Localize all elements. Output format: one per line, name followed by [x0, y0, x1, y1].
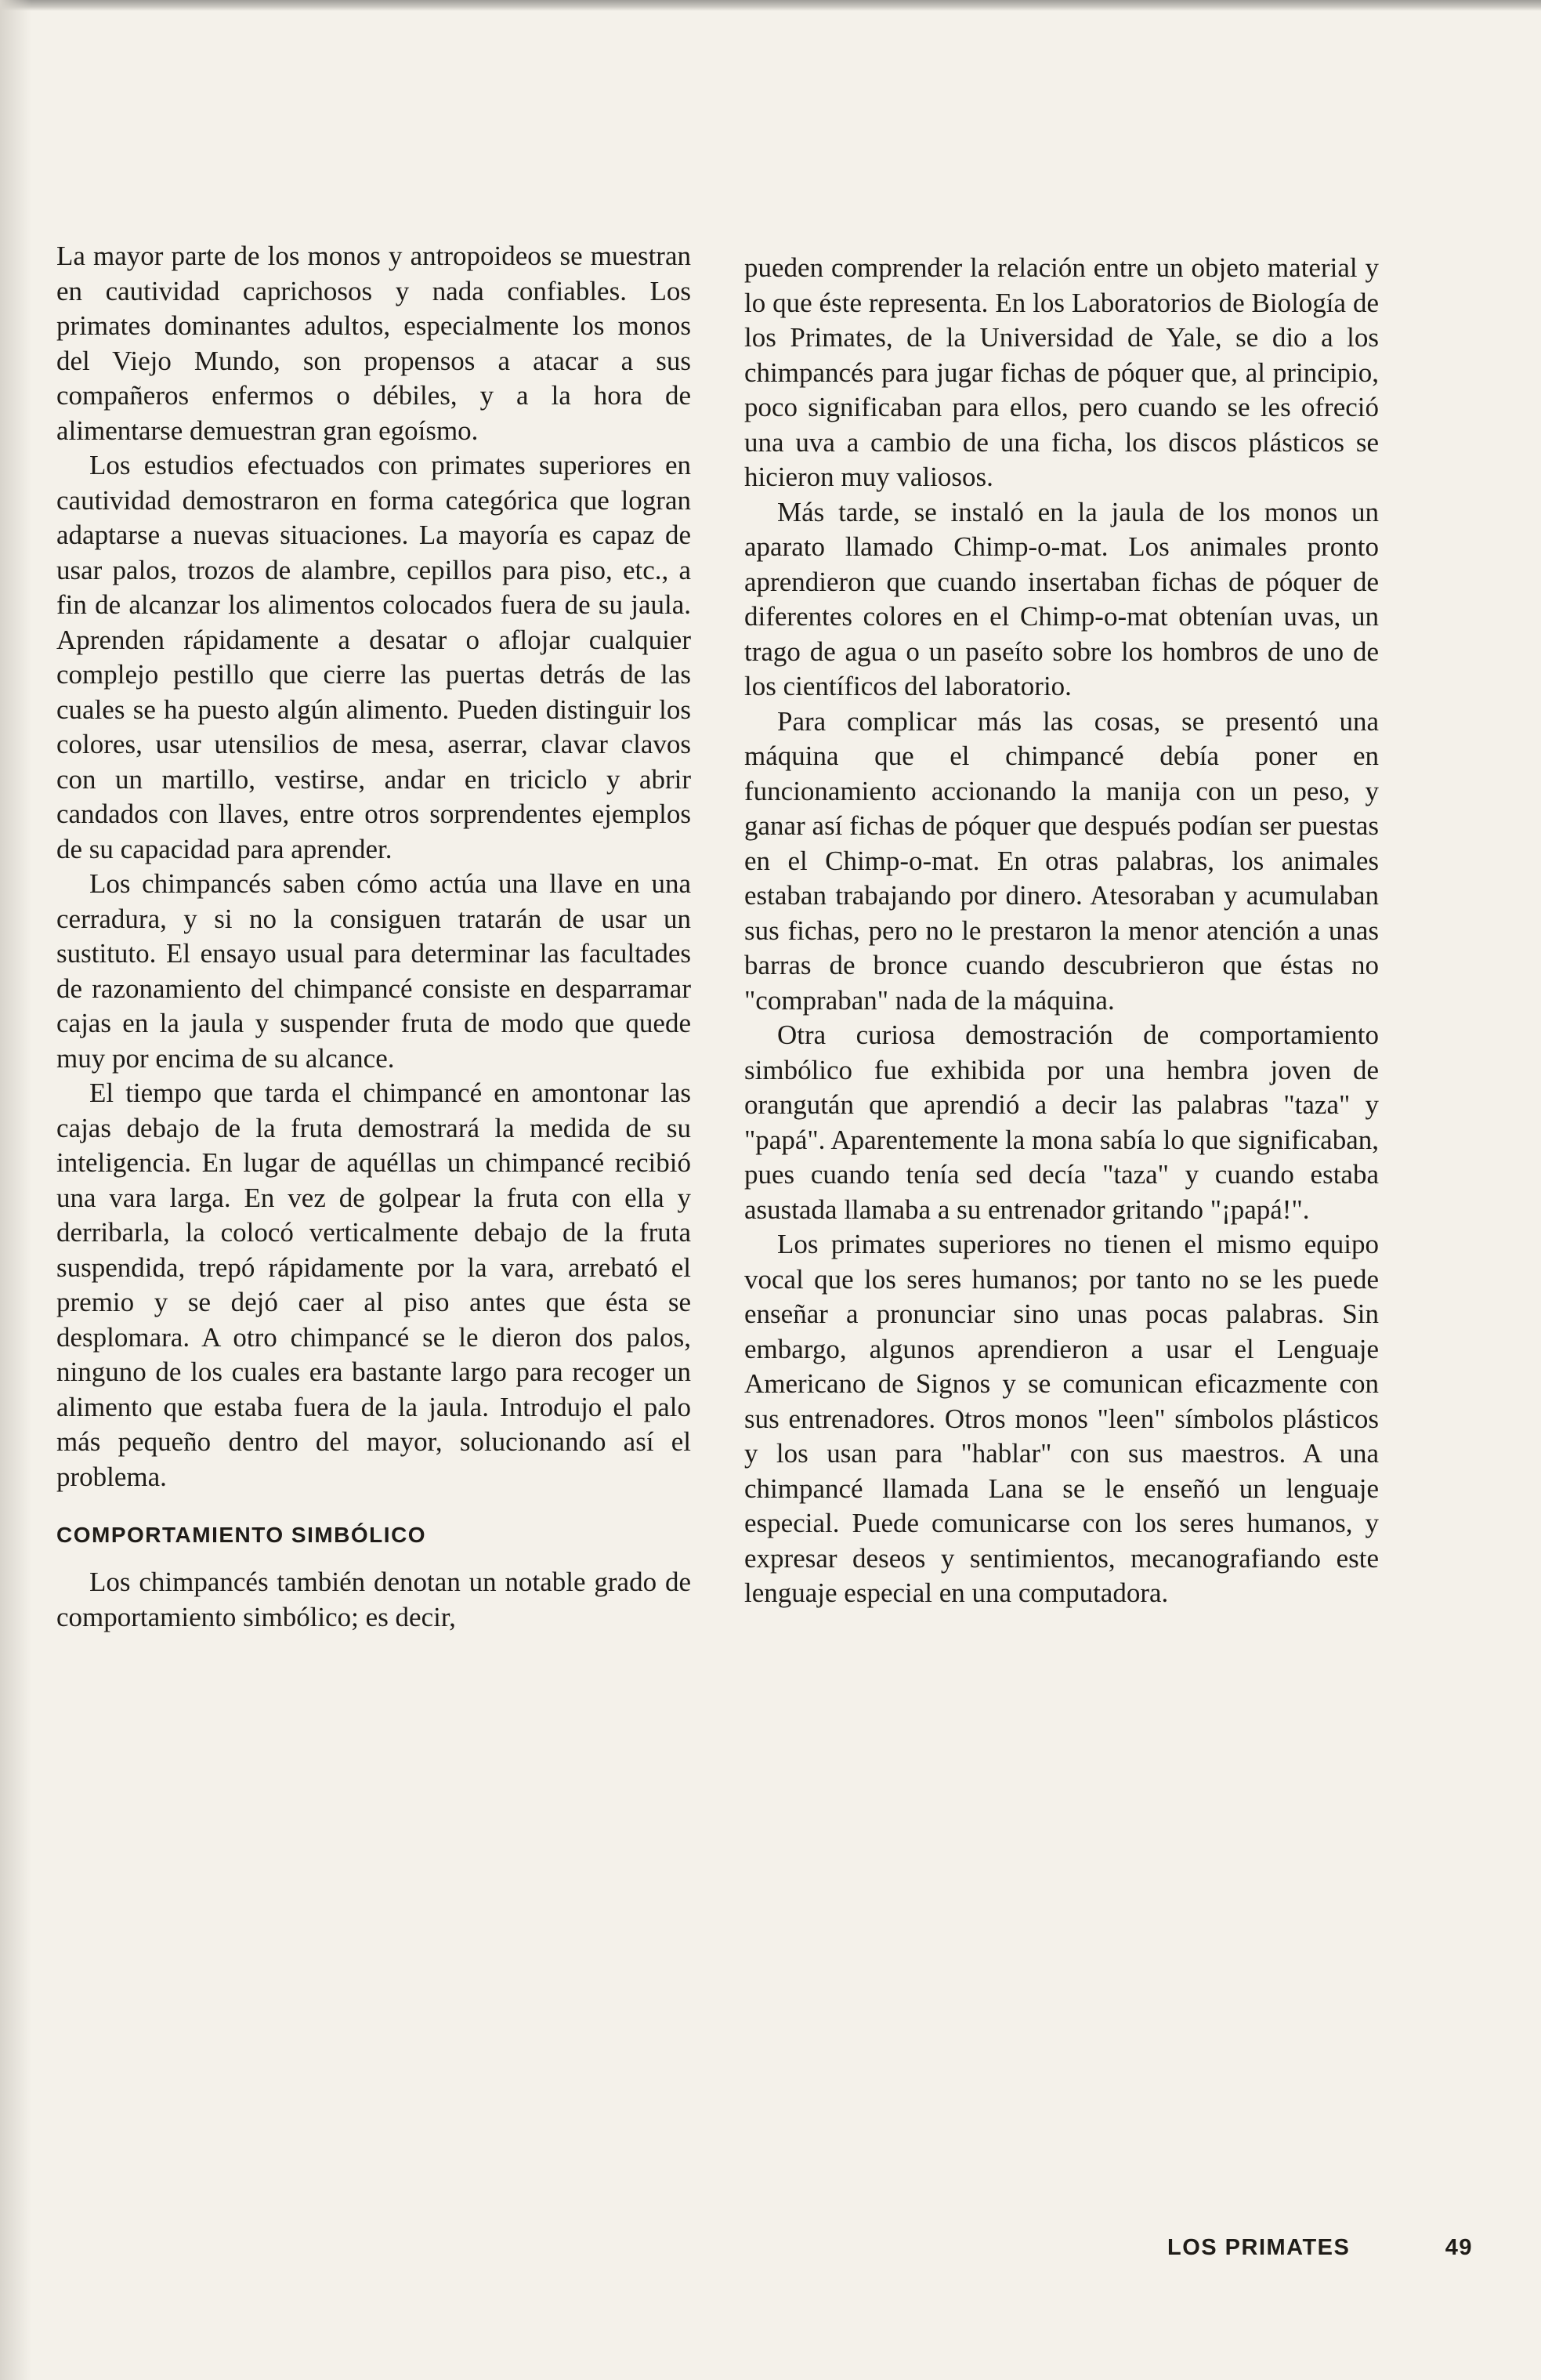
- running-title: LOS PRIMATES: [1167, 2235, 1351, 2260]
- section-heading: COMPORTAMIENTO SIMBÓLICO: [56, 1523, 427, 1547]
- left-paragraph-1: La mayor parte de los monos y antropoideos se muestran en cautividad caprichosos y nada confiables. Los primates dominantes adultos, especialmente los monos del Viejo Mundo, son propensos a atacar a sus compañeros enfermos o débiles, y a la hora de alimentarse demuestran gran egoísmo.: [56, 241, 691, 446]
- left-paragraph-3: Los chimpancés saben cómo actúa una llave en una cerradura, y si no la consiguen tratarán de usar un sustituto. El ensayo usual para determinar las facultades de razonamiento del chimpancé consiste en desparramar cajas en la jaula y suspender fruta de modo que quede muy por encima de su alcance.: [56, 868, 691, 1074]
- left-column: [56, 239, 691, 1635]
- right-paragraph-1: Más tarde, se instaló en la jaula de los monos un aparato llamado Chimp-o-mat. Los animales pronto aprendieron que cuando insertaban fichas de póquer de diferentes colores en el Chimp-o-mat obtenían uvas, un trago de agua o un paseíto sobre los hombros de uno de los científicos del laboratorio.: [744, 496, 1379, 701]
- right-paragraph-4: Los primates superiores no tienen el mismo equipo vocal que los seres humanos; por tanto no se les puede enseñar a pronunciar sino unas pocas palabras. Sin embargo, algunos aprendieron a usar el Lenguaje Americano de Signos y se comunican eficazmente con sus entrenadores. Otros monos "leen" símbolos plásticos y los usan para "hablar" con sus maestros. A una chimpancé llamada Lana se le enseñó un lenguaje especial. Puede comunicarse con los seres humanos, y expresar deseos y sentimientos, mecanografiando este lenguaje especial en una computadora.: [744, 1229, 1379, 1608]
- right-paragraph-3: Otra curiosa demostración de comportamiento simbólico fue exhibida por una hembra joven de orangután que aprendió a decir las palabras "taza" y "papá". Aparentemente la mona sabía lo que significaban, pues cuando tenía sed decía "taza" y cuando estaba asustada llamaba a su entrenador gritando "¡papá!".: [744, 1020, 1379, 1225]
- left-paragraph-4: El tiempo que tarda el chimpancé en amontonar las cajas debajo de la fruta demostrará la medida de su inteligencia. En lugar de aquéllas un chimpancé recibió una vara larga. En vez de golpear la fruta con ella y derribarla, la colocó verticalmente debajo de la fruta suspendida, trepó rápidamente por la vara, arrebató el premio y se dejó caer al piso antes que ésta se desplomara. A otro chimpancé se le dieron dos palos, ninguno de los cuales era bastante largo para recoger un alimento que estaba fuera de la jaula. Introdujo el palo más pequeño dentro del mayor, solucionando así el problema.: [56, 1078, 691, 1492]
- right-paragraph-2: Para complicar más las cosas, se presentó una máquina que el chimpancé debía poner en funcionamiento accionando la manija con un peso, y ganar así fichas de póquer que después podían ser puestas en el Chimp-o-mat. En otras palabras, los animales estaban trabajando por dinero. Atesoraban y acumulaban sus fichas, pero no le prestaron la menor atención a unas barras de bronce cuando descubrieron que éstas no "compraban" nada de la máquina.: [744, 705, 1379, 1016]
- left-paragraph-2: Los estudios efectuados con primates superiores en cautividad demostraron en forma categórica que logran adaptarse a nuevas situaciones. La mayoría es capaz de usar palos, trozos de alambre, cepillos para piso, etc., a fin de alcanzar los alimentos colocados fuera de su jaula. Aprenden rápidamente a desatar o aflojar cualquier complejo pestillo que cierre las puertas detrás de las cuales se ha puesto algún alimento. Pueden distinguir los colores, usar utensilios de mesa, aserrar, clavar clavos con un martillo, vestirse, andar en triciclo y abrir candados con llaves, entre otros sorprendentes ejemplos de su capacidad para aprender.: [56, 450, 691, 864]
- page-footer: [1167, 2235, 1473, 2261]
- right-continuation-paragraph: pueden comprender la relación entre un objeto material y lo que éste representa. En los Laboratorios de Biología de los Primates, de la Universidad de Yale, se dio a los chimpancés para jugar fichas de póquer que, al principio, poco significaban para ellos, pero cuando se les ofreció una uva a cambio de una ficha, los discos plásticos se hicieron muy valiosos.: [744, 252, 1379, 492]
- left-section-paragraph: Los chimpancés también denotan un notable grado de comportamiento simbólico; es decir,: [56, 1567, 691, 1632]
- right-column: [744, 251, 1379, 1611]
- page-top-edge: [0, 0, 1541, 11]
- page-binding-shadow: [0, 0, 31, 2380]
- page-number: 49: [1445, 2235, 1473, 2260]
